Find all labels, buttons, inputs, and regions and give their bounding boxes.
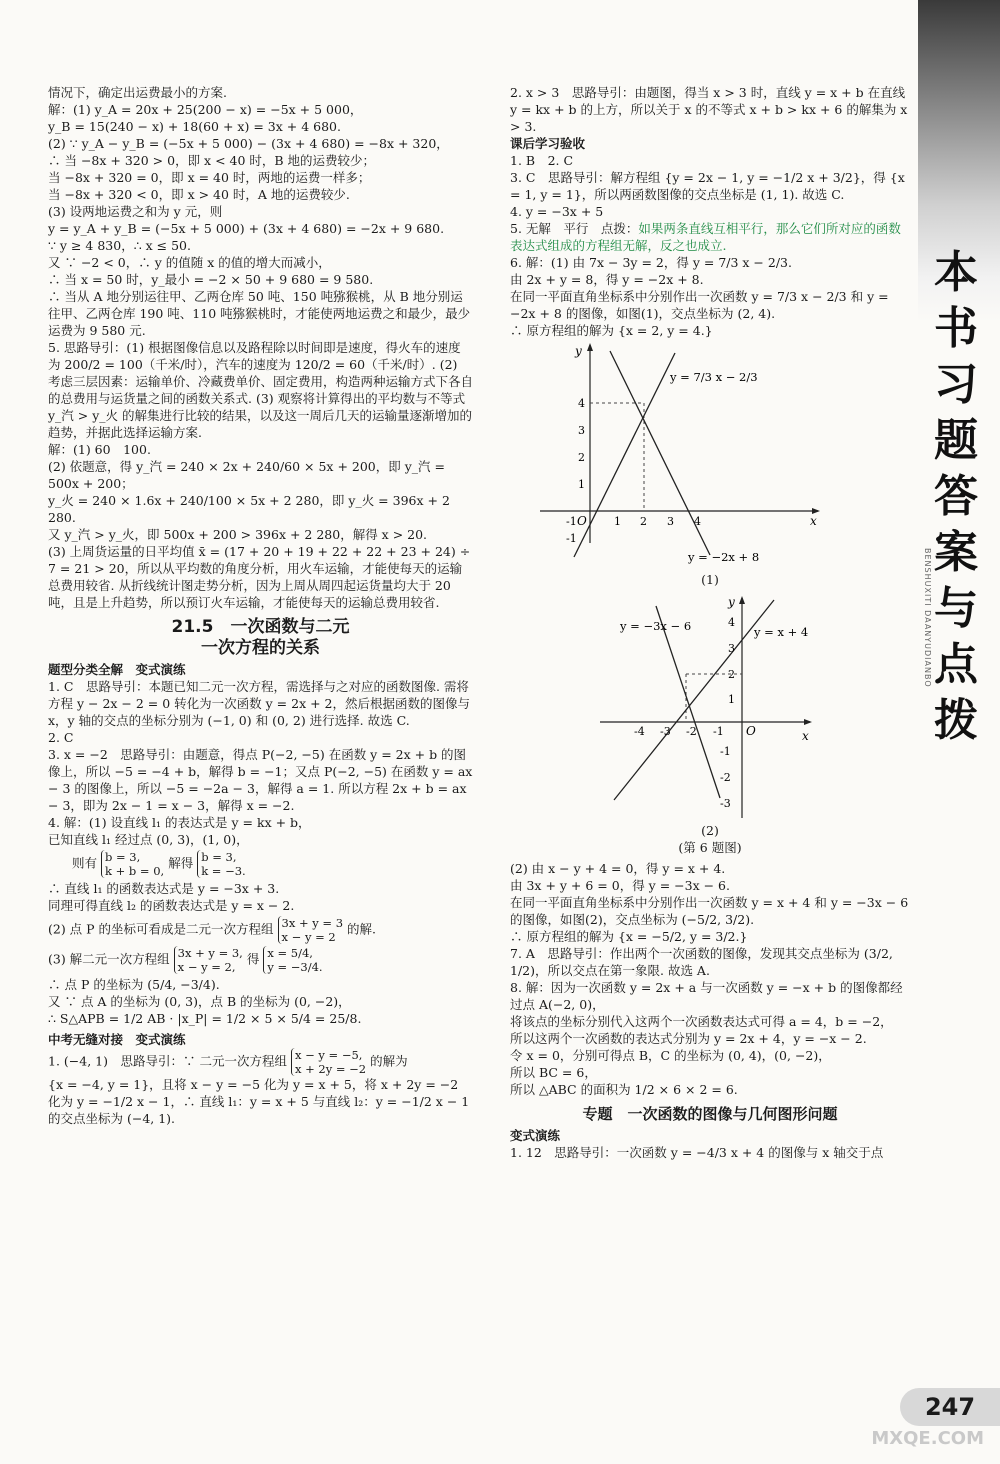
- equation: k + b = 0,: [105, 864, 165, 878]
- text-line: 又 ∵ 点 A 的坐标为 (0, 3)，点 B 的坐标为 (0, −2)，: [48, 994, 351, 1009]
- figure-caption: (2): [701, 823, 719, 838]
- text-line: 当 −8x + 320 = 0，即 x = 40 时，两地的运费一样多；: [48, 170, 371, 185]
- equation: b = 3,: [201, 850, 237, 864]
- tick-label: 4: [694, 515, 701, 528]
- text-line: ∴ 当 −8x + 320 > 0，即 x < 40 时，B 地的运费较少；: [48, 153, 376, 168]
- text-line: 已知直线 l₁ 经过点 (0, 3)，(1, 0)，: [48, 832, 249, 847]
- text-fragment: 则有: [72, 855, 98, 871]
- equation: x = 5/4,: [267, 946, 313, 960]
- text-line: ∴ 当从 A 地分别运往甲、乙两仓库 50 吨、150 吨猕猴桃，从 B 地分别运往甲、乙两仓库 190 吨、110 吨猕猴桃时，才能使两地运费之和最少，最少运费为 9 580 元.: [48, 289, 471, 338]
- tick-label: 1: [578, 478, 585, 491]
- text-line: 又 ∵ −2 < 0，∴ y 的值随 x 的值的增大而减小，: [48, 255, 331, 270]
- line2-label: y = −2x + 8: [688, 550, 760, 564]
- equation: 3x + y = 3,: [177, 946, 243, 960]
- tick-label: -1: [566, 515, 577, 528]
- text-line: ∴ 当 x = 50 时，y_最小 = −2 × 50 + 9 680 = 9 580.: [48, 272, 374, 287]
- line2-label: y = x + 4: [754, 625, 809, 639]
- axis-label-x: x: [802, 729, 809, 743]
- section-title-line2: 一次方程的关系: [201, 638, 320, 658]
- text-line: 所以 BC = 6，: [510, 1065, 597, 1080]
- text-line: ∴ 点 P 的坐标为 (5/4, −3/4).: [48, 977, 220, 992]
- text-fragment: (2) 点 P 的坐标可看成是二元一次方程组: [48, 921, 274, 937]
- equation: x − y = 2: [281, 930, 336, 944]
- text-line: 由 2x + y = 8，得 y = −2x + 8.: [510, 272, 704, 287]
- graph-2: [510, 592, 830, 824]
- text-line: 令 x = 0，分别可得点 B，C 的坐标为 (0, 4)，(0, −2)，: [510, 1048, 831, 1063]
- tick-label: -3: [660, 725, 671, 738]
- origin-label: O: [746, 724, 756, 738]
- equation: b = 3,: [105, 850, 141, 864]
- section-title-line1: 21.5 一次函数与二元: [171, 617, 350, 637]
- tick-label: -1: [566, 532, 577, 545]
- tick-label: -2: [720, 771, 731, 784]
- text-line: 在同一平面直角坐标系中分别作出一次函数 y = 7/3 x − 2/3 和 y = −2x + 8 的图像，如图(1)，交点坐标为 (2, 4).: [510, 289, 889, 321]
- text-line: 所以 △ABC 的面积为 1/2 × 6 × 2 = 6.: [510, 1082, 738, 1097]
- text-line: 4. 解：(1) 设直线 l₁ 的表达式是 y = kx + b，: [48, 815, 311, 830]
- left-column: [48, 84, 473, 1127]
- text-line: ∴ 原方程组的解为 {x = 2, y = 4.}: [510, 323, 713, 338]
- equation: k = −3.: [201, 864, 246, 878]
- text-line: y = y_A + y_B = (−5x + 5 000) + (3x + 4 680) = −2x + 9 680.: [48, 221, 445, 236]
- text-line: 2. x > 3 思路导引：由题图，得当 x > 3 时，直线 y = x + b 在直线 y = kx + b 的上方，所以关于 x 的不等式 x + b > kx + 6 的解集为 x > 3.: [510, 85, 908, 134]
- subsection-heading: 题型分类全解 变式演练: [48, 662, 186, 677]
- graph-1: [510, 341, 830, 573]
- text-line: (2) ∵ y_A − y_B = (−5x + 5 000) − (3x + 4 680) = −8x + 320，: [48, 136, 449, 151]
- y-axis-arrow: [587, 343, 593, 351]
- text-fragment: 解得: [168, 855, 194, 871]
- text-line: 在同一平面直角坐标系中分别作出一次函数 y = x + 4 和 y = −3x − 6 的图像，如图(2)，交点坐标为 (−5/2, 3/2).: [510, 895, 909, 927]
- text-line: 1. 12 思路导引：一次函数 y = −4/3 x + 4 的图像与 x 轴交于点: [510, 1145, 884, 1160]
- graph2-line2: [656, 606, 720, 798]
- axis-label-y: y: [575, 344, 582, 358]
- text-line: ∵ y ≥ 4 830，∴ x ≤ 50.: [48, 238, 191, 253]
- tick-label: 2: [578, 451, 585, 464]
- right-column: [510, 84, 910, 1161]
- equation-system: [101, 850, 164, 878]
- equation-line: [48, 916, 473, 944]
- equation: x − y = −5,: [294, 1048, 363, 1062]
- text-line: 4. y = −3x + 5: [510, 204, 604, 219]
- text-line: 5. 思路导引：(1) 根据图像信息以及路程除以时间即是速度，得火车的速度为 200/2 = 100（千米/时），汽车的速度为 120/2 = 60（千米/时）. (2) 考虑三层因素：运输单价、冷藏费单价、固定费用，构造两种运输方式下各自的总费用与运货量之间的函数关系式. (3) 观察将计算得出的平均数与不等式 y_汽 > y_火 的解集进行比较的结果，以及这一周后几天的运输量逐渐增加的趋势，并据此选择运输方案.: [48, 340, 474, 440]
- equation: x − y = 2,: [177, 960, 236, 974]
- text-fragment: (3) 解二元一次方程组: [48, 951, 170, 967]
- text-line: 同理可得直线 l₂ 的函数表达式是 y = x − 2.: [48, 898, 295, 913]
- text-line: 3. x = −2 思路导引：由题意，得点 P(−2, −5) 在函数 y = 2x + b 的图像上，所以 −5 = −4 + b，解得 b = −1；又点 P(−2, −5) 在函数 y = ax − 3 的图像上，所以 −5 = −2a − 3，解得 a = 1. 所以方程 2x + b = ax − 3，即为 2x − 1 = x − 3，解得 x = −2.: [48, 747, 473, 813]
- text-line: 1. C 思路导引：本题已知二元一次方程，需选择与之对应的函数图像. 需将方程 y − 2x − 2 = 0 转化为一次函数 y = 2x + 2，然后根据函数的图像与 x，y 轴的交点的坐标分别为 (−1, 0) 和 (0, 2) 进行选择. 故选 C.: [48, 679, 471, 728]
- text-line: 将该点的坐标分别代入这两个一次函数表达式可得 a = 4，b = −2，: [510, 1014, 893, 1029]
- watermark: MXQE.COM: [871, 1428, 984, 1449]
- text-line: y_B = 15(240 − x) + 18(60 + x) = 3x + 4 680.: [48, 119, 341, 134]
- y-axis-arrow: [739, 596, 745, 604]
- tick-label: 4: [728, 616, 735, 629]
- tick-label: 1: [728, 693, 735, 706]
- tick-label: -3: [720, 797, 731, 810]
- tick-label: 1: [614, 515, 621, 528]
- subsection-heading: 课后学习验收: [510, 136, 586, 151]
- tick-label: 3: [728, 642, 735, 655]
- text-line: 又 y_汽 > y_火，即 500x + 200 > 396x + 2 280，解得 x > 20.: [48, 527, 428, 542]
- text-line: 解：(1) y_A = 20x + 25(200 − x) = −5x + 5 000，: [48, 102, 363, 117]
- subsection-heading: 变式演练: [510, 1128, 561, 1143]
- text-line: 6. 解：(1) 由 7x − 3y = 2，得 y = 7/3 x − 2/3.: [510, 255, 792, 270]
- tick-label: -4: [634, 725, 645, 738]
- tick-label: 2: [640, 515, 647, 528]
- graph1-line1: [574, 353, 675, 557]
- page-number: 247: [900, 1388, 1000, 1426]
- text-line: 由 3x + y + 6 = 0，得 y = −3x − 6.: [510, 878, 730, 893]
- subsection-heading: 中考无缝对接 变式演练: [48, 1032, 186, 1047]
- section-title: 专题 一次函数的图像与几何图形问题: [582, 1105, 838, 1123]
- axis-label-y: y: [728, 595, 735, 609]
- figure-caption: (1): [701, 572, 719, 587]
- equation-system: [278, 916, 344, 944]
- text-line: 所以这两个一次函数的表达式分别为 y = 2x + 4，y = −x − 2.: [510, 1031, 867, 1046]
- text-line: 7. A 思路导引：作出两个一次函数的图像，发现其交点坐标为 (3/2, 1/2)，所以交点在第一象限. 故选 A.: [510, 946, 893, 978]
- text-line: (3) 设两地运费之和为 y 元，则: [48, 204, 223, 219]
- section-title: [48, 617, 473, 659]
- equation-line: [72, 850, 473, 878]
- edge-pinyin: BENSHUXITI DAANYUDIANBO: [923, 548, 932, 688]
- origin-label: O: [577, 514, 587, 528]
- text-line: [510, 220, 910, 254]
- text-line: (3) 上周货运量的日平均值 x̄ = (17 + 20 + 19 + 22 + 22 + 23 + 24) ÷ 7 = 21 > 20，所以从平均数的角度分析，用火车运输，才能使每天的运输总费用较省. 从折线统计图走势分析，因为上周从周四起运货量均大于 20 吨，且是上升趋势，所以预订火车运输，才能使每天的运输总费用较省.: [48, 544, 471, 610]
- text-line: (2) 依题意，得 y_汽 = 240 × 2x + 240/60 × 5x + 200，即 y_汽 = 500x + 200；: [48, 459, 445, 491]
- tick-label: 3: [578, 424, 585, 437]
- text-line: 3. C 思路导引：解方程组 {y = 2x − 1, y = −1/2 x + 3/2}，得 {x = 1, y = 1}，所以两函数图像的交点坐标是 (1, 1). 故选 C.: [510, 170, 905, 202]
- text-line: ∴ 原方程组的解为 {x = −5/2, y = 3/2.}: [510, 929, 748, 944]
- tick-label: 2: [728, 668, 735, 681]
- text-fragment: 1. (−4, 1) 思路导引：∵ 二元一次方程组: [48, 1053, 287, 1069]
- equation-line: [48, 1048, 473, 1076]
- text-line: (2) 由 x − y + 4 = 0，得 y = x + 4.: [510, 861, 726, 876]
- x-axis-arrow: [804, 719, 812, 725]
- equation: y = −3/4.: [267, 960, 323, 974]
- text-line: ∴ 直线 l₁ 的函数表达式是 y = −3x + 3.: [48, 881, 280, 896]
- edge-title: 本书习题答案与点拨: [934, 247, 978, 746]
- text-line: 解：(1) 60 100.: [48, 442, 151, 457]
- tick-label: -2: [686, 725, 697, 738]
- tick-label: -1: [720, 745, 731, 758]
- tick-label: 3: [667, 515, 674, 528]
- text-fragment: 的解为: [370, 1053, 408, 1069]
- equation-line: [48, 946, 473, 974]
- text-line: 情况下，确定出运费最小的方案.: [48, 85, 227, 100]
- hint-text: 如果两条直线互相平行，那么它们所对应的函数表达式组成的方程组无解，反之也成立.: [510, 221, 901, 253]
- line1-label: y = −3x − 6: [620, 619, 692, 633]
- text-line: y_火 = 240 × 1.6x + 240/100 × 5x + 2 280，即 y_火 = 396x + 2 280.: [48, 493, 450, 525]
- tick-label: 4: [578, 397, 585, 410]
- equation-system: [263, 946, 322, 974]
- text-fragment: 的解.: [347, 921, 377, 937]
- equation: 3x + y = 3: [281, 916, 344, 930]
- equation-system: [174, 946, 243, 974]
- axis-label-x: x: [810, 514, 817, 528]
- equation-system: [197, 850, 246, 878]
- equation: x + 2y = −2: [294, 1062, 367, 1076]
- text-line: ∴ S△APB = 1/2 AB · |x_P| = 1/2 × 5 × 5/4 = 25/8.: [48, 1011, 362, 1026]
- text-fragment: 5. 无解 平行 点拨：: [510, 221, 639, 236]
- tick-label: -1: [713, 725, 724, 738]
- text-fragment: 得: [246, 951, 260, 967]
- line1-label: y = 7/3 x − 2/3: [670, 370, 758, 384]
- text-line: 当 −8x + 320 < 0，即 x > 40 时，A 地的运费较少.: [48, 187, 350, 202]
- equation-system: [291, 1048, 366, 1076]
- text-line: 8. 解：因为一次函数 y = 2x + a 与一次函数 y = −x + b 的图像都经过点 A(−2, 0)，: [510, 980, 903, 1012]
- text-line: {x = −4, y = 1}，且将 x − y = −5 化为 y = x + 5，将 x + 2y = −2 化为 y = −1/2 x − 1，∴ 直线 l₁：y = x + 5 与直线 l₂：y = −1/2 x − 1 的交点坐标为 (−4, 1).: [48, 1077, 470, 1126]
- text-line: 1. B 2. C: [510, 153, 574, 168]
- text-line: 2. C: [48, 730, 74, 745]
- figure-caption: (第 6 题图): [678, 840, 742, 855]
